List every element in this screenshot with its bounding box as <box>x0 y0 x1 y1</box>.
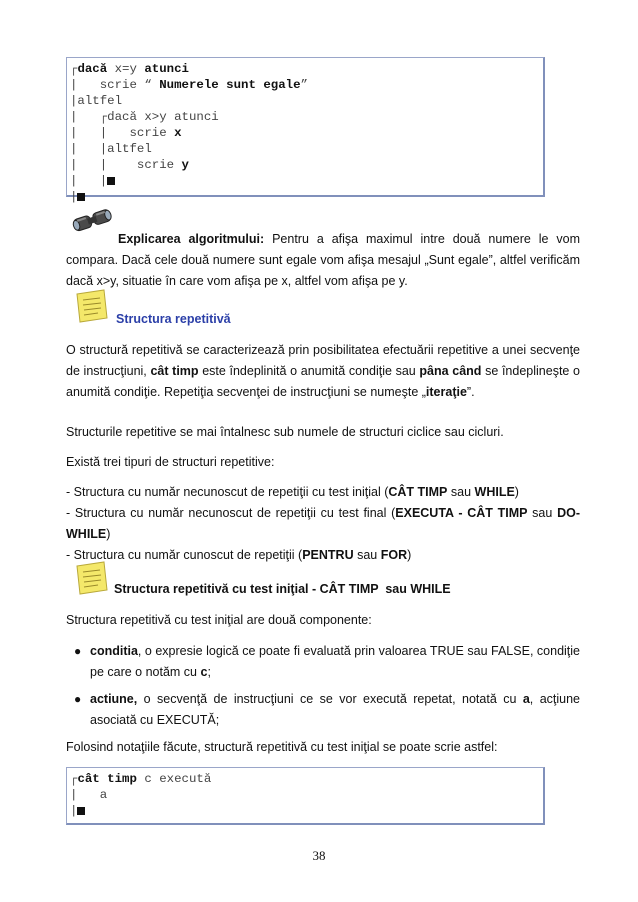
code-block-if-else <box>66 57 545 204</box>
bullet-dot: ● <box>74 692 82 706</box>
paragraph-components: Structura repetitivă cu test iniţial are două componente: <box>66 613 372 627</box>
bullet-item-condition: ● conditia, o expresie logică ce poate fi evaluată prin valoarea TRUE sau FALSE, condiţie pe care o notăm cu c; <box>90 641 580 683</box>
list-repetitive-types <box>66 482 580 566</box>
page-number: 38 <box>312 848 326 863</box>
code-line: | |altfel <box>70 142 152 156</box>
code-line: | scrie “ Numerele sunt egale” <box>70 78 308 92</box>
code-block-while <box>66 767 545 825</box>
section-heading-repetitive: Structura repetitivă <box>116 312 231 326</box>
code-line: ┌cât timp c execută <box>70 772 212 786</box>
block-end-square <box>107 177 115 185</box>
code-line: | | scrie x <box>70 126 182 140</box>
list-item: - Structura cu număr necunoscut de repetiţii cu test iniţial (CÂT TIMP sau WHILE) <box>66 485 519 499</box>
code-line: |altfel <box>70 94 123 108</box>
block-end-square <box>77 807 85 815</box>
explanation-title: Explicarea algoritmului: <box>118 232 265 246</box>
sticky-note-icon <box>74 560 110 596</box>
sticky-note-icon <box>74 288 110 324</box>
code-line: | <box>70 189 543 205</box>
code-line: | ┌dacă x>y atunci <box>70 110 219 124</box>
bullet-dot: ● <box>74 644 82 658</box>
section-heading-while: Structura repetitivă cu test iniţial - CÂT TIMP sau WHILE <box>114 582 451 596</box>
code-line: | a <box>70 788 108 802</box>
code-line: | | scrie y <box>70 158 189 172</box>
bullet-item-action: ● actiune, o secvenţă de instrucţiuni ce se vor execută repetat, notată cu a, acţiune asociată cu EXECUTĂ; <box>90 689 580 731</box>
list-item: - Structura cu număr necunoscut de repetiţii cu test final (EXECUTA - CÂT TIMP sau DO-WHILE) <box>66 506 580 541</box>
list-item: - Structura cu număr cunoscut de repetiţii (PENTRU sau FOR) <box>66 548 412 562</box>
block-end-square <box>77 193 85 201</box>
paragraph-cycles: Structurile repetitive se mai întalnesc sub numele de structuri ciclice sau cicluri. <box>66 425 504 439</box>
paragraph-three-types: Există trei tipuri de structuri repetitive: <box>66 455 275 469</box>
paragraph-notation: Folosind notaţiile făcute, structură repetitivă cu test iniţial se poate scrie astfel: <box>66 740 498 754</box>
code-line: ┌dacă x=y atunci <box>70 62 189 76</box>
explanation-paragraph: Explicarea algoritmului: Pentru a afişa maximul intre două numere le vom compara. Dacă cele două numere sunt egale vom afişa mesajul „Sunt egale”, altfel verificăm dacă x>y, situatie în care vom afişa pe x, altfel vom afişa pe y. <box>66 232 580 288</box>
code-line: | <box>70 803 543 819</box>
code-line: | | <box>70 173 543 189</box>
paragraph-definition: O structură repetitivă se caracterizează prin posibilitatea efectuării repetitive a unei secvenţe de instrucţiuni, cât timp este îndeplinită o anumită condiţie sau pâna când se îndeplineşte o anumită condiţie. Repetiţia secvenţei de instrucţiuni se numeşte „iteraţie”. <box>66 343 580 399</box>
